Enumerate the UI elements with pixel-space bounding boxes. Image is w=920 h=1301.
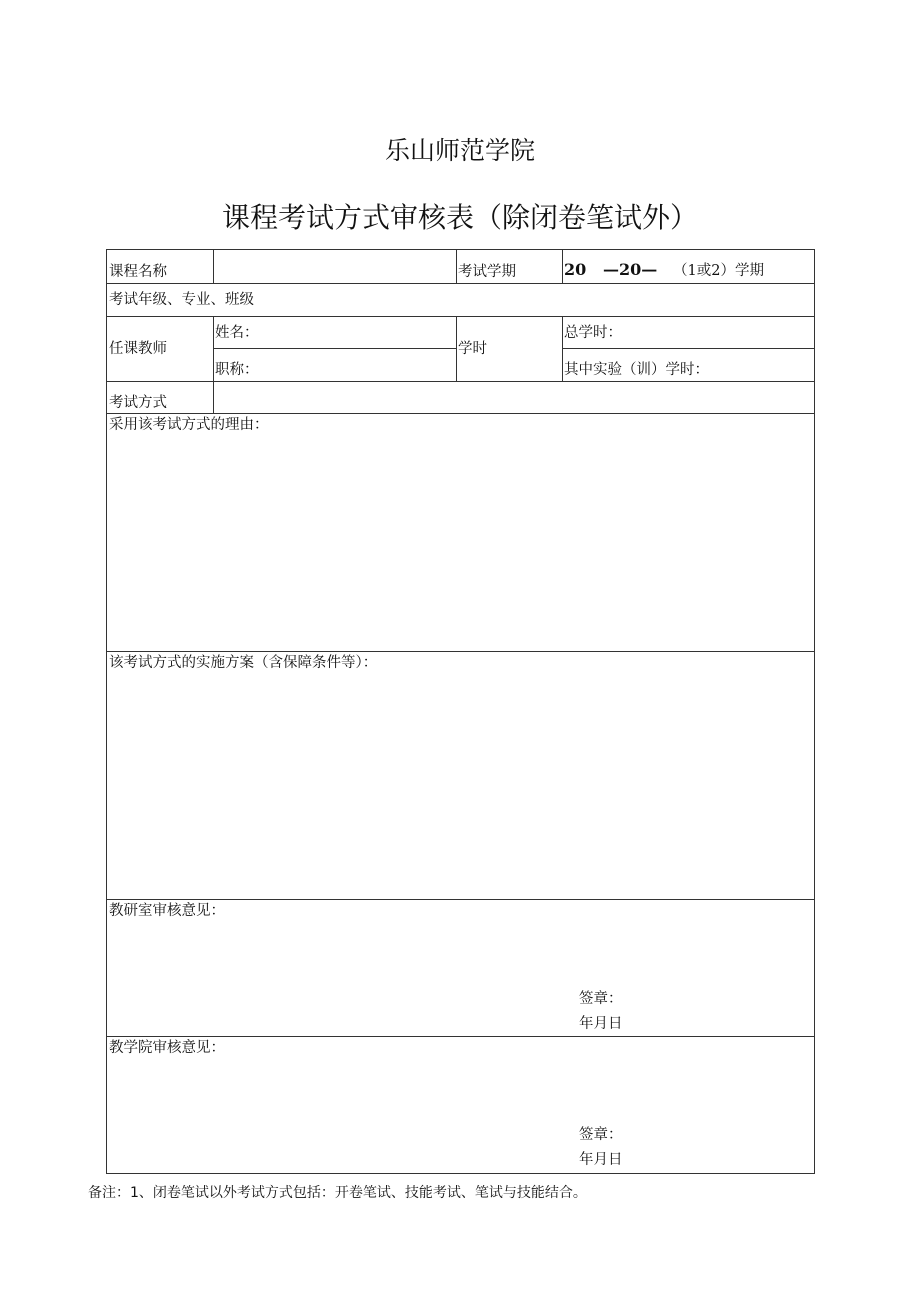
review-form-table <box>106 249 815 1174</box>
course-name-label: 课程名称 <box>109 264 167 280</box>
row-divider <box>562 348 814 349</box>
row-divider <box>107 413 814 414</box>
course-name-field[interactable] <box>214 250 456 283</box>
row-divider <box>107 899 814 900</box>
row-divider <box>107 283 814 284</box>
teacher-name-label: 姓名： <box>215 325 259 341</box>
college-date-label: 年月日 <box>579 1152 623 1168</box>
term-semester: （1或2）学期 <box>673 263 764 279</box>
row-divider <box>213 348 456 349</box>
col-divider <box>213 381 214 413</box>
col-divider <box>562 250 563 283</box>
teacher-label: 任课教师 <box>109 341 167 357</box>
term-label: 考试学期 <box>458 264 516 280</box>
plan-label: 该考试方式的实施方案（含保障条件等）： <box>109 655 378 671</box>
dept-date-label: 年月日 <box>579 1016 623 1032</box>
row-divider <box>107 651 814 652</box>
exam-mode-label: 考试方式 <box>109 395 167 411</box>
term-year-start: 20 <box>564 260 587 279</box>
col-divider <box>213 316 214 381</box>
college-sign-label: 签章： <box>579 1127 623 1143</box>
college-review-label: 教学院审核意见： <box>109 1040 225 1056</box>
dept-review-label: 教研室审核意见： <box>109 903 225 919</box>
footnote: 备注：1、闭卷笔试以外考试方式包括：开卷笔试、技能考试、笔试与技能结合。 <box>88 1185 587 1201</box>
grade-major-class-label: 考试年级、专业、班级 <box>109 292 254 308</box>
total-hours-label: 总学时： <box>564 325 622 341</box>
col-divider <box>456 250 457 283</box>
hours-label: 学时 <box>458 341 487 357</box>
lab-hours-label: 其中实验（训）学时： <box>564 362 709 378</box>
school-name: 乐山师范学院 <box>384 136 535 165</box>
col-divider <box>456 316 457 381</box>
teacher-rank-label: 职称： <box>215 362 259 378</box>
row-divider <box>107 1036 814 1037</box>
form-title: 课程考试方式审核表（除闭卷笔试外） <box>221 201 698 234</box>
dept-sign-label: 签章： <box>579 991 623 1007</box>
col-divider <box>562 316 563 381</box>
reason-label: 采用该考试方式的理由： <box>109 417 269 433</box>
term-year-end: —20— <box>603 260 658 279</box>
